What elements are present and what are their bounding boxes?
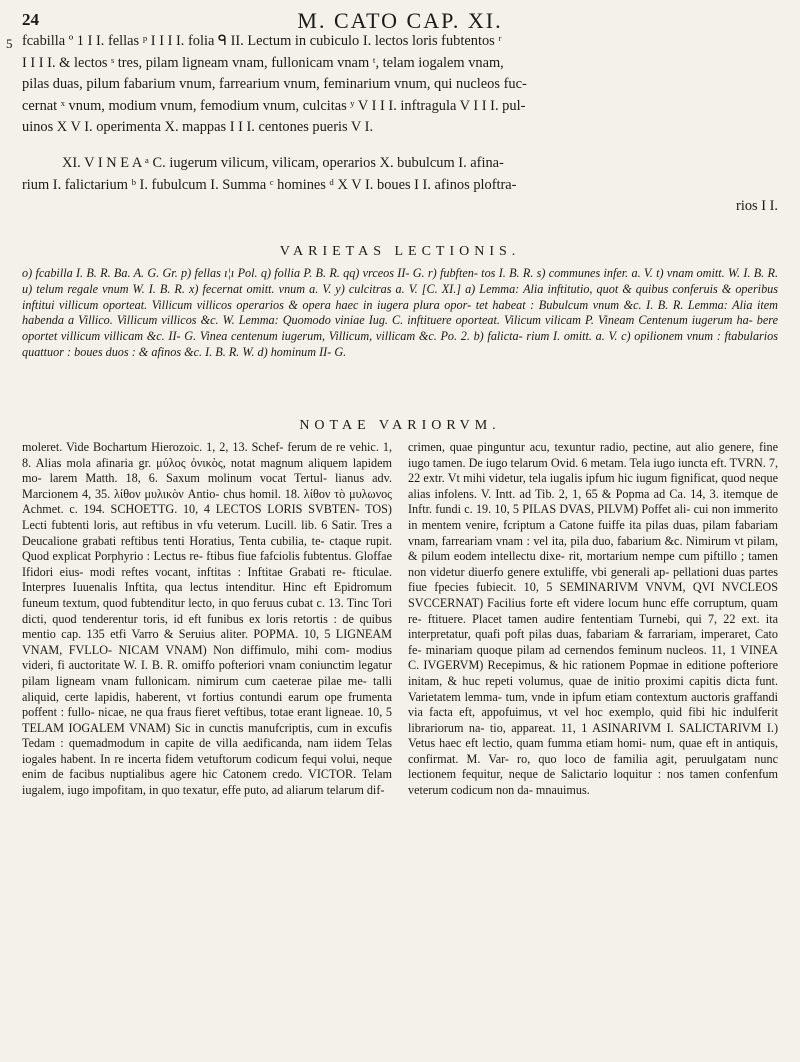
main-text-line: uinos X V I. operimenta X. mappas I I I. centones pueris V I. (22, 119, 374, 136)
page-number: 24 (22, 10, 39, 29)
variae-block (22, 266, 778, 361)
variae-text: o) fcabilla I. B. R. Ba. A. G. Gr. p) fellas ı¦ı Pol. q) follia P. B. R. qq) vrceos II- G. r) fubften- tos I. B. R. s) communes infer. a. V. t) vnam omitt. W. I. B. R. u) telum regale vnum W. I. B. R. x) fecernat omitt. vnum a. V. y) culcitras a. V. [C. XI.] a) Lemma: Alia inftitutio, quot & quibus conferuis & operibus inftitui villicum oporteat. Villicum villicos operarios & opera haec in iugera plura opor- tet habeat : Bubulcum vnum &c. I. B. R. Lemma: Alia item habenda a Villico. Villicum villicos &c. W. Lemma: Quomodo viniae Iug. C. inftituere oporteat. Vilicum vilicam P. Vineam Centenum iugerum ha- bere oportet villicum villicam &c. II- G. Vinea centenum iugerum, Villicum, villicam &c. Po. 2. b) falicta- rium I. omitt. a. V. c) opilionem vnum : ftabularios quattuor : boues duos : & afinos &c. I. B. R. W. d) hominum II- G. (22, 266, 778, 359)
main-text-line: pilas duas, pilum fabarium vnum, farrearium vnum, feminarium vnum, qui nucleos fuc- (22, 76, 527, 93)
variae-title: VARIETAS LECTIONIS. (279, 244, 521, 259)
main-text (22, 32, 778, 219)
main-text-line: I I I I. & lectos ˢ tres, pilam ligneam vnam, fullonicam vnam ᵗ, telam iogalem vnam, (22, 54, 504, 71)
running-head: M. CATO CAP. XI. (297, 8, 503, 33)
notae-right-text: crimen, quae pinguntur acu, texuntur radio, pectine, aut alio genere, fine iugo tamen. De iugo telarum Ovid. 6 metam. Tela iugo iuncta eft. TVRN. 7, 22 extr. Vt mihi videtur, tela iugalis ipfum hic iugum fignificat, quod neque alias infolens. V. Intt. ad Tib. 2, 1, 65 & Popma ad Ca. 14, 3. itemque de Inftr. fundi c. 19. 10, 5 PILAS DVAS, PILVM) Poffet ali- cui non immerito in mentem venire, fcriptum a Catone fuiffe ita pilas duas, pilam fabariam vnam, farreariam vnam : vel ita, pila duo, fabarium &c. Nimirum vt pilam, & pilum eodem intellectu dixe- rit, mortarium nempe cum piftillo ; tamen non videtur diuerfo genere extuliffe, vbi generali ap- pellationi duas partes fiue fpecies fubiecit. 10, 5 SEMINARIVM VNVM, QVI NVCLEOS SVCCERNAT) Facilius forte eft videre locum hunc effe corruptum, quam re- ftituere. Placet tamen audire fententiam Turnebi, qui 7, 22 ext. ita interpretatur, quafi poft pilas duas, fabariam & farrariam, imperaret, Cato fe- minariam quoque pilam ad cernendos feminum nucleos. 11, 1 VINEA C. IVGERVM) Recepimus, & hic rationem Popmae in editione pofteriore initam, & huc repeti volumus, quae de initio proximi capitis dicta funt. Varietatem lemma- tum, vnde in ipfum etiam contextum auctoris graffandi via facta eft, appofuimus, vt vel hoc exemplo, quid fibi hic indulferit librariorum na- tio, appareat. 11, 1 ASINARIVM I. SALICTARIVM I.) Vetus haec eft lectio, quam fumma etiam homi- num, quae eft in antiquis, confirmat. M. Var- ro, quo loco de familia agit, peruulgatam nunc lectionem fequitur, neque de Salictario loquitur : nos tamen confenfum veterum codicum non da- mnauimus. (408, 440, 778, 798)
main-text-line: fcabilla º 1 I I. fellas ᵖ I I I I. folia ᑫ II. Lectum in cubiculo I. lectos loris fubtentos ʳ (22, 33, 502, 49)
chapter-xi-line: rium I. falictarium ᵇ I. fubulcum I. Summa ᶜ homines ᵈ X V I. boues I I. afinos ploftra- (22, 176, 517, 193)
main-text-line: cernat ˣ vnum, modium vnum, femodium vnum, culcitas ʸ V I I I. inftragula V I I I. pul- (22, 97, 526, 114)
notae-title: NOTAE VARIORVM. (299, 418, 501, 433)
notae-left-column (22, 440, 392, 799)
chapter-xi-last-line: rios I I. (736, 198, 778, 215)
notae-left-text: moleret. Vide Bochartum Hierozoic. 1, 2, 13. Schef- ferum de re vehic. 1, 8. Alias mola afinaria gr. μύλος ὀνικὸς, notat magnum aliquem lapidem mo- larem Matth. 18, 6. Saxum molinum vocat Tertul- lianus adv. Marcionem 4, 35. λίθον μυλικὸν Antio- chus homil. 18. λίθον τὸ μυλωνος Achmet. c. 194. SCHOETTG. 10, 4 LECTOS LORIS SVBTEN- TOS) Lecti fubtenti loris, aut reftibus in vfu veterum. Lucill. lib. 6 Satir. Tres a Deucalione grabati reftibus tenti Horatius, Tenta cubilia, te- ctaque rupit. Quod explicat Porphyrio : Lectus re- ftibus fiue fafciolis fubtentus. Gloffae Ifidori eius- modi reftes vocant, inftitas : Inftitae Grabati re- fticulae. Interpres Iuuenalis Inftita, qua lectus intenditur. Hinc eft Epidromum funeum textum, quod fubtenditur lecto, in quo feruus cubat c. 13. Tinc Tori dicti, quod tenderentur toris, id eft funibus ex loris retortis : de quibus mentio cap. 135 etfi Varro & Seruius aliter. POPMA. 10, 5 LIGNEAM VNAM, FVLLO- NICAM VNAM) Non diffimulo, mihi com- modius videri, fi auctoritate W. I. B. R. omiffo pofteriori vnam coniunctim legatur pilam ligneam vnam fullonicam. nimirum cum caeterae pilae me- talli aliquid, certe lapidis, haberent, vt fortius contundi earum ope frumenta poffent : fullo- nicae, ne qua fraus fieret veftibus, totae erant ligneae. 10, 5 TELAM IOGALEM VNAM) Sic in cunctis manufcriptis, cum in excufis Tedam : quemadmodum in capite de villa aedificanda, nam iidem Telas iogales habent. In re incerta fidem vetuftorum codicum fequi volui, neque enim de facibus nuptialibus agere hic Catonem credo. VICTOR. Telam iugalem, iugo impofitam, in quo texatur, effe puto, ad aliarum telarum dif- (22, 440, 392, 798)
chapter-xi-line: XI. V I N E A ᵃ C. iugerum vilicum, vilicam, operarios X. bubulcum I. afina- (62, 154, 504, 171)
margin-line-number: 5 (6, 36, 13, 51)
notae-right-column (408, 440, 778, 799)
